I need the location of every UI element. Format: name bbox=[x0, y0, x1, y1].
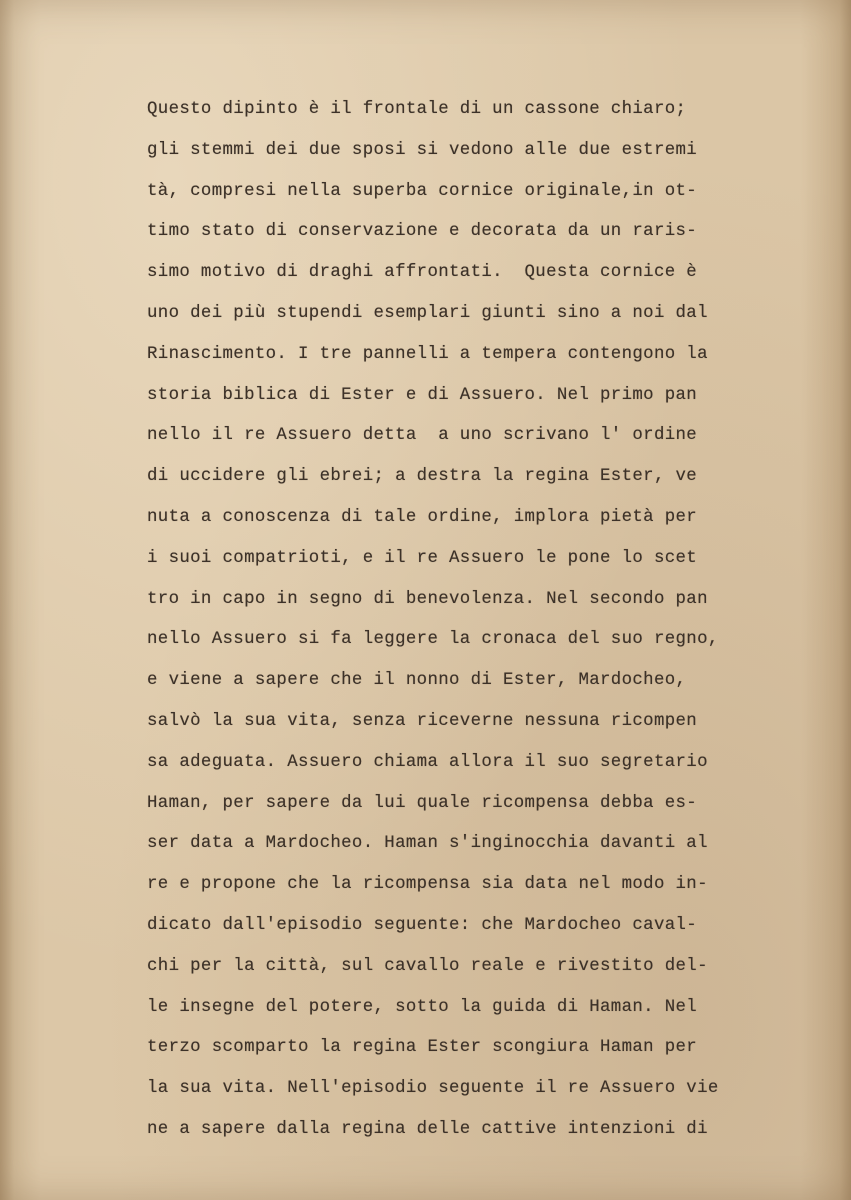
text-line: salvò la sua vita, senza riceverne nessuna ricompen bbox=[147, 711, 698, 731]
text-line: storia biblica di Ester e di Assuero. Nel primo pan bbox=[147, 385, 698, 405]
text-line: tà, compresi nella superba cornice originale,in ot- bbox=[147, 181, 698, 201]
text-line: Questo dipinto è il frontale di un cassone chiaro; bbox=[147, 100, 687, 119]
text-line: nuta a conoscenza di tale ordine, implora pietà per bbox=[147, 507, 698, 527]
text-line: re e propone che la ricompensa sia data nel modo in- bbox=[147, 875, 708, 895]
text-line: dicato dall'episodio seguente: che Mardocheo caval- bbox=[147, 915, 698, 935]
text-line: gli stemmi dei due sposi si vedono alle due estremi bbox=[147, 140, 698, 160]
text-line: tro in capo in segno di benevolenza. Nel secondo pan bbox=[147, 589, 708, 609]
text-line: timo stato di conservazione e decorata da un raris- bbox=[147, 222, 698, 242]
text-line: Rinascimento. I tre pannelli a tempera contengono la bbox=[147, 344, 708, 364]
text-line: nello Assuero si fa leggere la cronaca del suo regno, bbox=[147, 630, 719, 650]
text-line: la sua vita. Nell'episodio seguente il re Assuero vie bbox=[147, 1079, 719, 1099]
text-line: chi per la città, sul cavallo reale e rivestito del- bbox=[147, 956, 708, 976]
text-line: terzo scomparto la regina Ester scongiura Haman per bbox=[147, 1038, 698, 1058]
typewritten-text-block bbox=[147, 90, 727, 1151]
text-line: nello il re Assuero detta a uno scrivano l' ordine bbox=[147, 426, 698, 446]
text-line: e viene a sapere che il nonno di Ester, Mardocheo, bbox=[147, 671, 687, 691]
text-line: uno dei più stupendi esemplari giunti sino a noi dal bbox=[147, 303, 708, 323]
text-line: Haman, per sapere da lui quale ricompensa debba es- bbox=[147, 793, 698, 813]
text-line: simo motivo di draghi affrontati. Questa cornice è bbox=[147, 263, 698, 283]
text-line: i suoi compatrioti, e il re Assuero le pone lo scet bbox=[147, 548, 698, 568]
text-line: sa adeguata. Assuero chiama allora il suo segretario bbox=[147, 752, 708, 772]
text-line: ne a sapere dalla regina delle cattive intenzioni di bbox=[147, 1119, 708, 1139]
text-line: ser data a Mardocheo. Haman s'inginocchia davanti al bbox=[147, 834, 708, 854]
text-line: di uccidere gli ebrei; a destra la regina Ester, ve bbox=[147, 467, 698, 487]
text-line: le insegne del potere, sotto la guida di Haman. Nel bbox=[147, 997, 698, 1017]
